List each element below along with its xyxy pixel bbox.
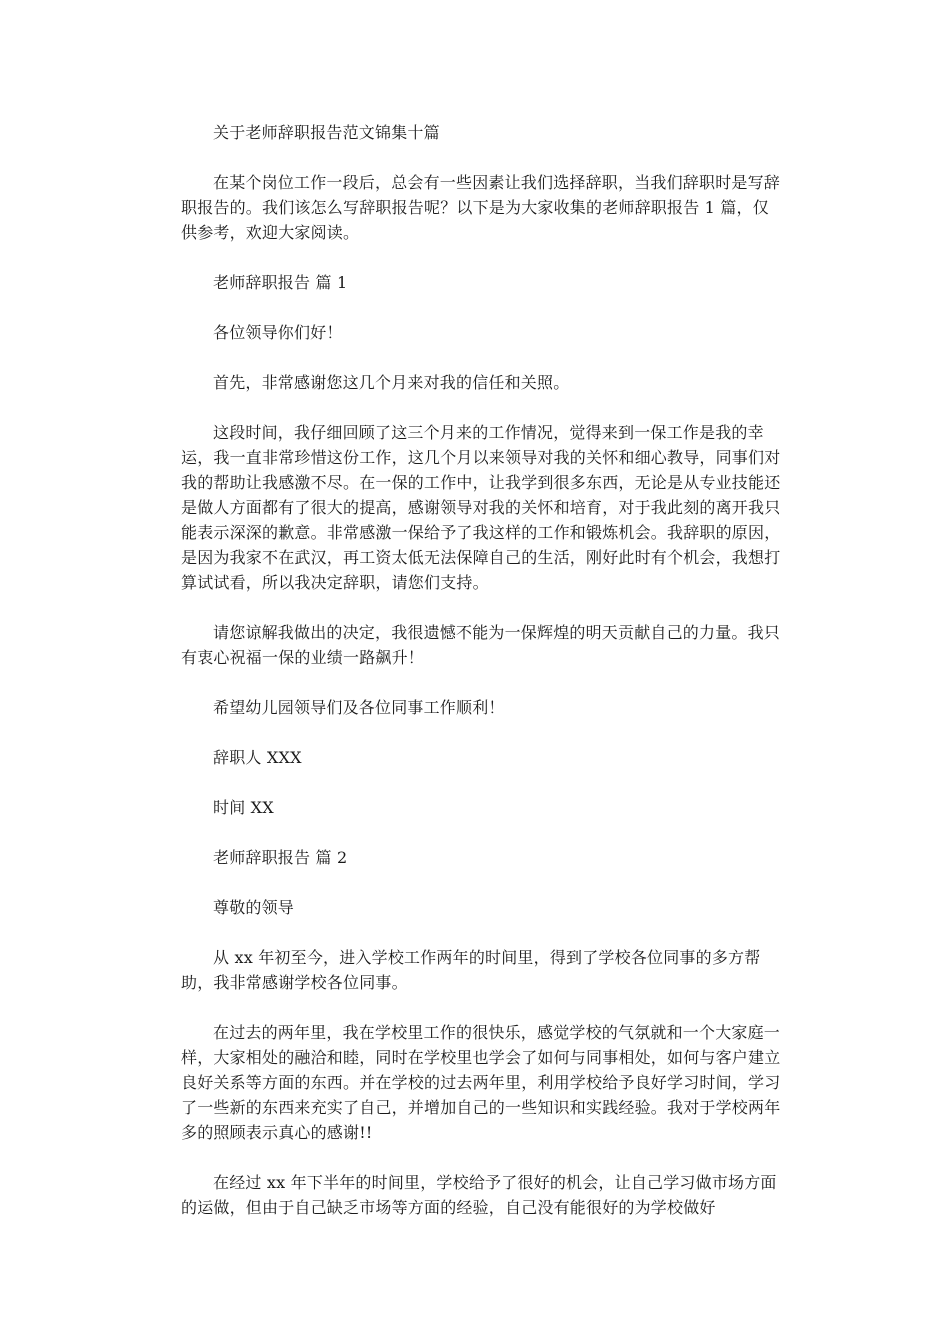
body-paragraph: 请您谅解我做出的决定，我很遗憾不能为一保辉煌的明天贡献自己的力量。我只有衷心祝福一保的业绩一路飙升！ <box>181 623 781 667</box>
salutation-1: 各位领导你们好！ <box>213 323 343 342</box>
document-body <box>181 120 781 1220</box>
signature-name: 辞职人 XXX <box>213 748 302 767</box>
body-paragraph: 从 xx 年初至今，进入学校工作两年的时间里，得到了学校各位同事的多方帮助，我非常感谢学校各位同事。 <box>181 948 761 992</box>
signature-date: 时间 XX <box>213 798 274 817</box>
body-paragraph: 首先，非常感谢您这几个月来对我的信任和关照。 <box>213 373 570 392</box>
intro-paragraph: 在某个岗位工作一段后，总会有一些因素让我们选择辞职，当我们辞职时是写辞职报告的。我们该怎么写辞职报告呢？以下是为大家收集的老师辞职报告 1 篇，仅供参考，欢迎大家阅读。 <box>181 173 781 242</box>
section-heading-1: 老师辞职报告 篇 1 <box>213 273 348 292</box>
section-heading-2: 老师辞职报告 篇 2 <box>213 848 348 867</box>
body-paragraph: 这段时间，我仔细回顾了这三个月来的工作情况，觉得来到一保工作是我的幸运，我一直非常珍惜这份工作，这几个月以来领导对我的关怀和细心教导，同事们对我的帮助让我感激不尽。在一保的工作中，让我学到很多东西，无论是从专业技能还是做人方面都有了很大的提高，感谢领导对我的关怀和培育，对于我此刻的离开我只能表示深深的歉意。非常感激一保给予了我这样的工作和锻炼机会。我辞职的原因，是因为我家不在武汉，再工资太低无法保障自己的生活，刚好此时有个机会，我想打算试试看，所以我决定辞职，请您们支持。 <box>181 423 781 592</box>
closing-wish: 希望幼儿园领导们及各位同事工作顺利！ <box>213 698 505 717</box>
body-paragraph: 在过去的两年里，我在学校里工作的很快乐，感觉学校的气氛就和一个大家庭一样，大家相处的融洽和睦，同时在学校里也学会了如何与同事相处，如何与客户建立良好关系等方面的东西。并在学校的过去两年里，利用学校给予良好学习时间，学习了一些新的东西来充实了自己，并增加自己的一些知识和实践经验。我对于学校两年多的照顾表示真心的感谢!! <box>181 1023 781 1142</box>
document-title: 关于老师辞职报告范文锦集十篇 <box>213 123 440 142</box>
salutation-2: 尊敬的领导 <box>213 898 295 917</box>
body-paragraph: 在经过 xx 年下半年的时间里，学校给予了很好的机会，让自己学习做市场方面的运做，但由于自己缺乏市场等方面的经验，自己没有能很好的为学校做好 <box>181 1173 777 1217</box>
